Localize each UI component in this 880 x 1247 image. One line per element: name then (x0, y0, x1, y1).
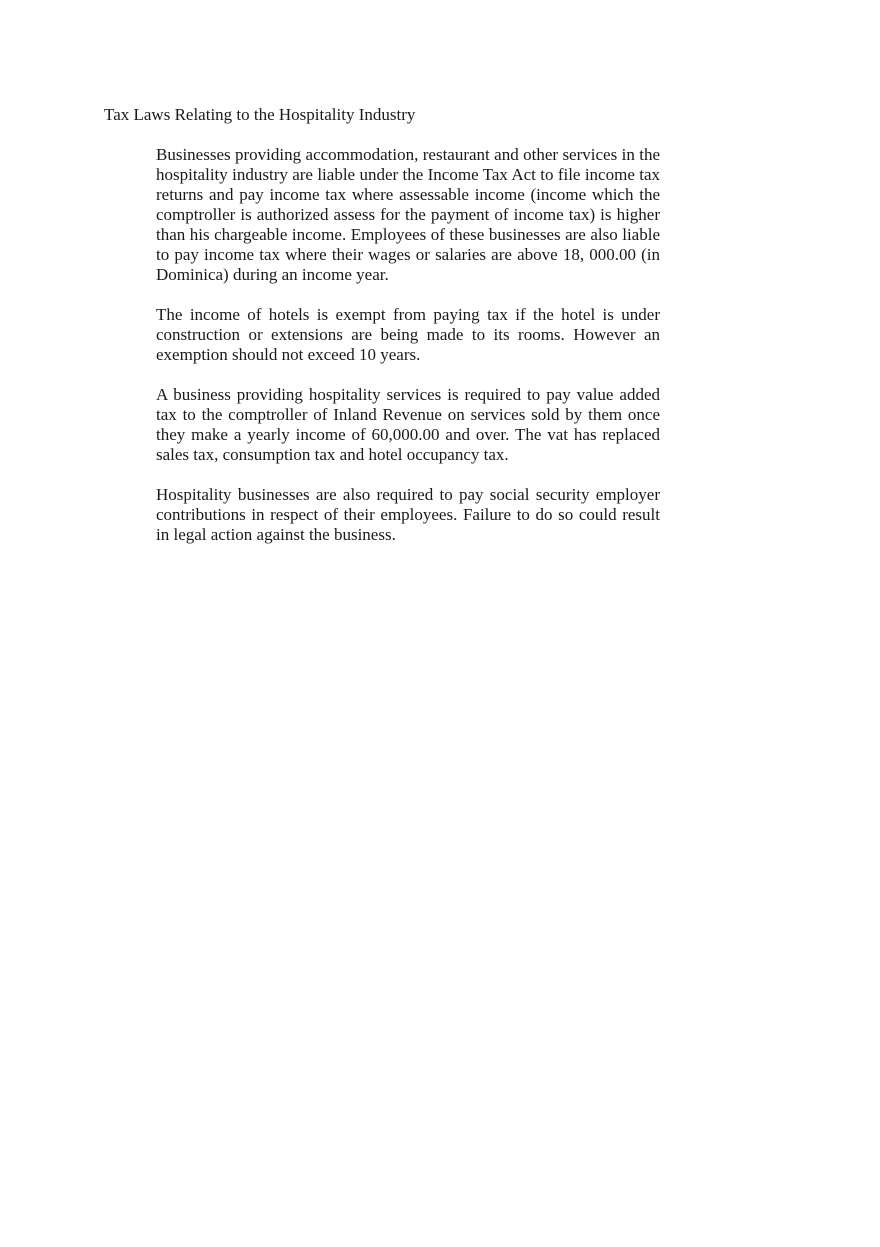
paragraph-value-added-tax: A business providing hospitality services is required to pay value added tax to the comptroller of Inland Revenue on services sold by them once they make a yearly income of 60,000.00 and over. The vat has replaced sales tax, consumption tax and hotel occupancy tax. (156, 385, 660, 464)
document-title: Tax Laws Relating to the Hospitality Industry (104, 105, 416, 124)
paragraph-income-tax: Businesses providing accommodation, restaurant and other services in the hospitality industry are liable under the Income Tax Act to file income tax returns and pay income tax where assessable income (income which the comptroller is authorized assess for the payment of income tax) is higher than his chargeable income. Employees of these businesses are also liable to pay income tax where their wages or salaries are above 18, 000.00 (in Dominica) during an income year. (156, 145, 660, 284)
document-body (156, 145, 660, 565)
paragraph-social-security: Hospitality businesses are also required to pay social security employer contributions in respect of their employees. Failure to do so could result in legal action against the business. (156, 485, 660, 544)
paragraph-hotel-exemption: The income of hotels is exempt from paying tax if the hotel is under construction or extensions are being made to its rooms. However an exemption should not exceed 10 years. (156, 305, 660, 364)
